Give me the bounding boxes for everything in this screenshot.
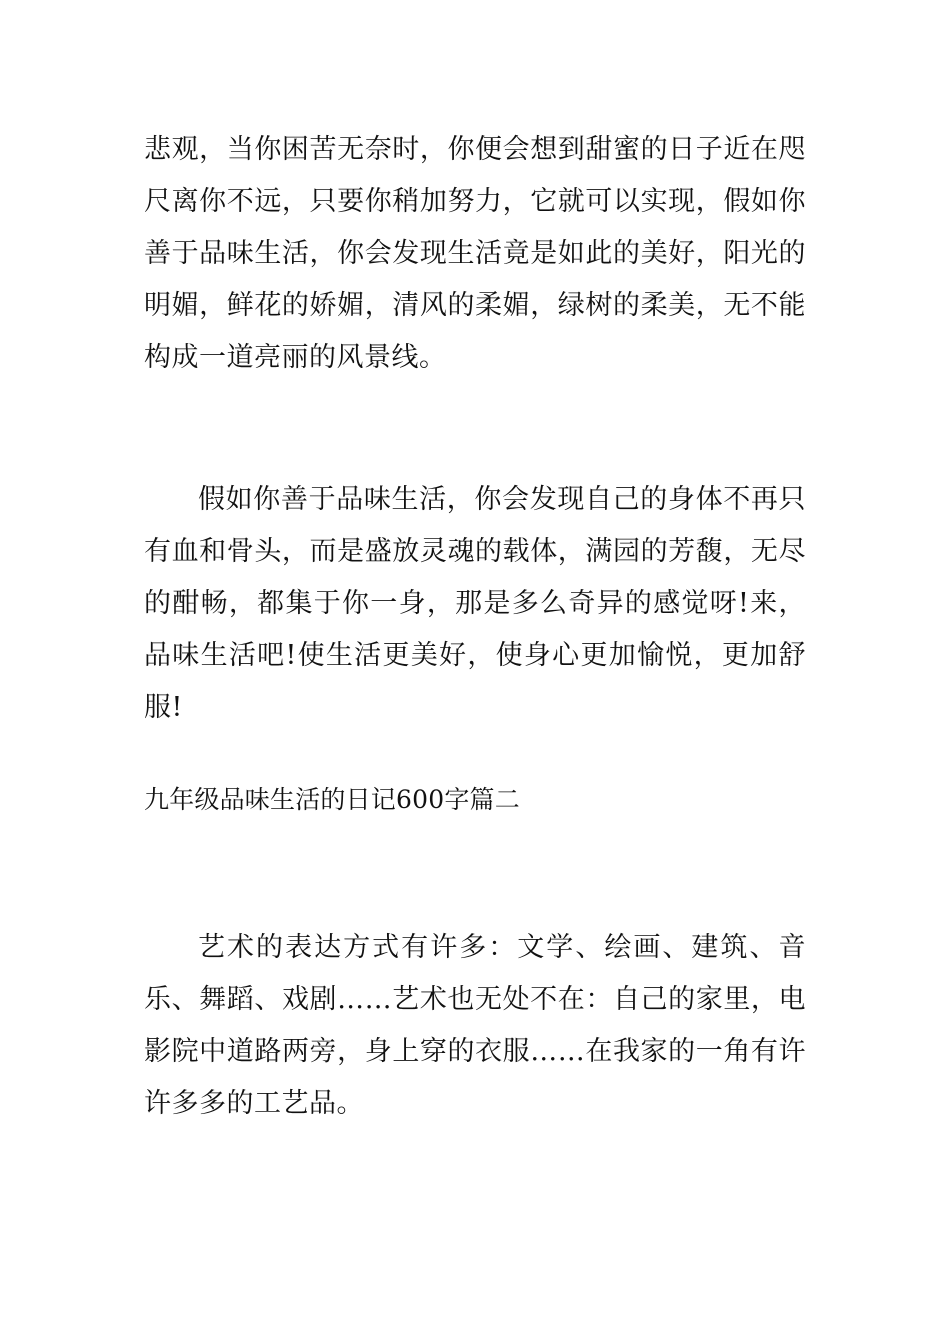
paragraph-savor-life: 假如你善于品味生活，你会发现自己的身体不再只有血和骨头，而是盛放灵魂的载体，满园的芳馥，无尽的酣畅，都集于你一身，那是多么奇异的感觉呀!来，品味生活吧!使生活更美好，使身心更加愉悦，更加舒服! — [144, 484, 806, 723]
paragraph-art-expression: 艺术的表达方式有许多：文学、绘画、建筑、音乐、舞蹈、戏剧……艺术也无处不在：自己的家里，电影院中道路两旁，身上穿的衣服……在我家的一角有许许多多的工艺品。 — [144, 932, 806, 1119]
section-heading: 九年级品味生活的日记600字篇二 — [144, 785, 520, 814]
paragraph-continued: 悲观，当你困苦无奈时，你便会想到甜蜜的日子近在咫尺离你不远，只要你稍加努力，它就可以实现，假如你善于品味生活，你会发现生活竟是如此的美好，阳光的明媚，鲜花的娇媚，清风的柔媚，绿树的柔美，无不能构成一道亮丽的风景线。 — [144, 134, 806, 373]
